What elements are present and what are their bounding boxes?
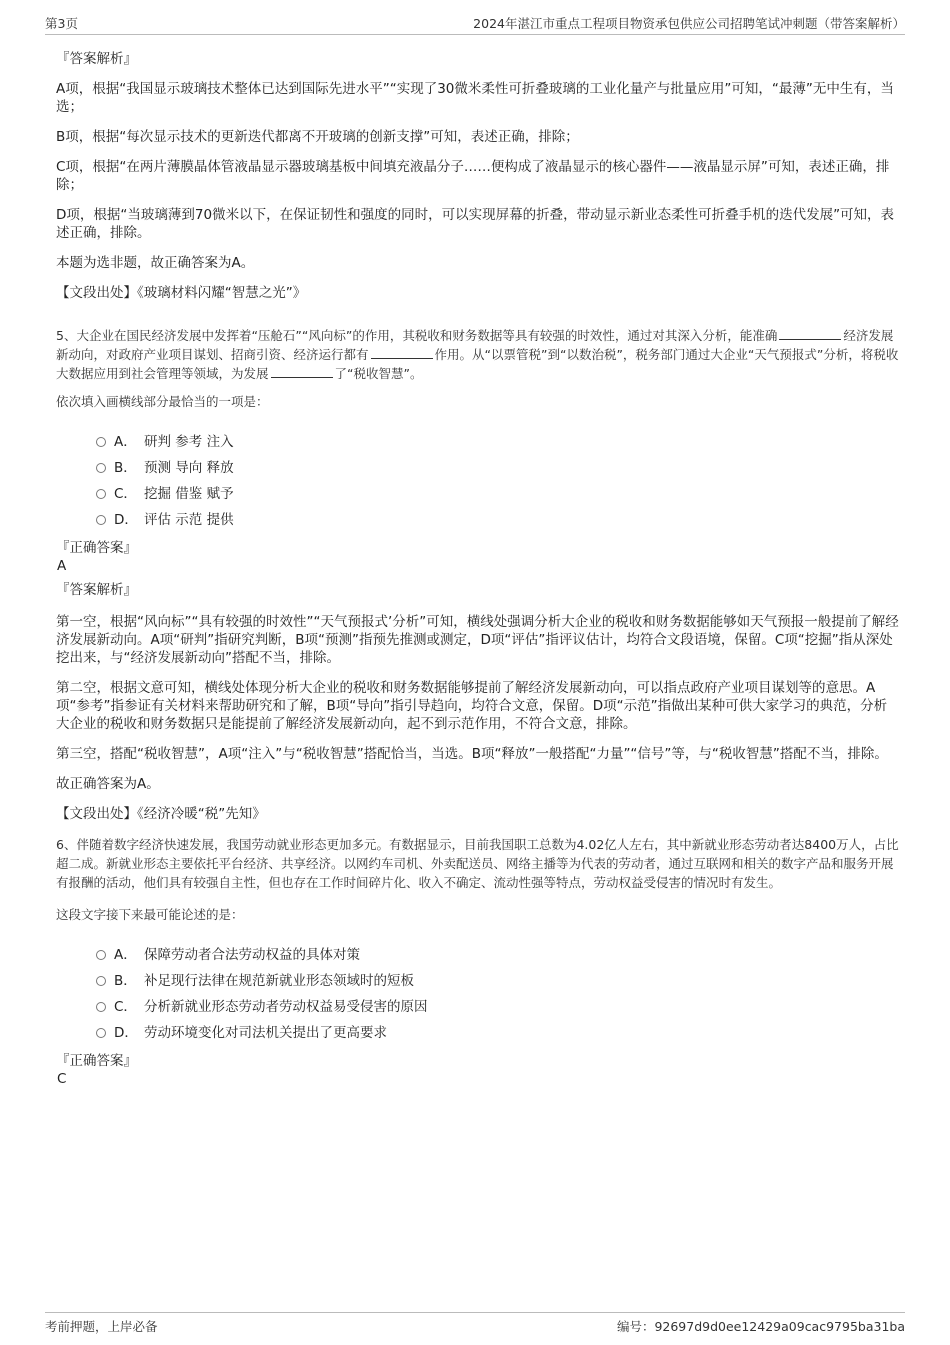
page-number: 第3页 [45, 16, 78, 31]
option-text: 评估 示范 提供 [144, 512, 234, 528]
q6-options [96, 940, 900, 1044]
q5-correct-value: A [57, 558, 67, 574]
q5-option-b[interactable] [96, 453, 900, 479]
q4-conclusion: 本题为选非题，故正确答案为A。 [56, 255, 255, 271]
q6-question: 6、伴随着数字经济快速发展，我国劳动就业形态更加多元。有数据显示，目前我国职工总数为4.02亿人左右，其中新就业形态劳动者达8400万人，占比超二成。新就业形态主要依托平台经济、共享经济。以网约车司机、外卖配送员、网络主播等为代表的劳动者，通过互联网和相关的数字产品和服务开展有报酬的活动，他们具有较强自主性，但也存在工作时间碎片化、收入不确定、流动性强等特点，劳动权益受侵害的情况时有发生。 [56, 837, 899, 890]
q5-analysis-label: 『答案解析』 [56, 582, 137, 598]
document-title: 2024年湛江市重点工程项目物资承包供应公司招聘笔试冲刺题（带答案解析） [473, 16, 905, 31]
q5-analysis-1: 第一空，根据“风向标”“具有较强的时效性”“天气预报式’分析”可知，横线处强调分析大企业的税收和财务数据能够如天气预报一般提前了解经济发展新动向。A项“研判”指研究判断，B项“预测”指预先推测或测定，D项“评估”指评议估计，均符合文段语境，保留。C项“挖掘”指从深处挖出来，与“经济发展新动向”搭配不当，排除。 [56, 614, 899, 666]
q5-question [56, 326, 900, 383]
option-letter: B． [114, 460, 137, 476]
q5-blank-2 [371, 346, 433, 359]
option-text: 保障劳动者合法劳动权益的具体对策 [144, 947, 360, 963]
q4-analysis-d: D项，根据“当玻璃薄到70微米以下，在保证韧性和强度的同时，可以实现屏幕的折叠，带动显示新业态柔性可折叠手机的迭代发展”可知，表述正确，排除。 [56, 207, 895, 241]
q5-analysis-2: 第二空，根据文意可知，横线处体现分析大企业的税收和财务数据能够提前了解经济发展新动向，可以指点政府产业项目谋划等的意思。A项“参考”指参证有关材料来帮助研究和了解，B项“导向”指引导趋向，均符合文意，保留。D项“示范”指做出某种可供大家学习的典范，分析大企业的税收和财务数据只是能提前了解经济发展新动向，起不到示范作用，不符合文意，排除。 [56, 680, 888, 732]
q6-option-c[interactable] [96, 992, 900, 1018]
radio-icon[interactable] [96, 463, 106, 473]
q5-blank-3 [271, 365, 333, 378]
q5-option-a[interactable] [96, 427, 900, 453]
radio-icon[interactable] [96, 976, 106, 986]
page-footer [45, 1312, 905, 1335]
q5-option-c[interactable] [96, 479, 900, 505]
option-text: 预测 导向 释放 [144, 460, 234, 476]
option-text: 补足现行法律在规范新就业形态领域时的短板 [144, 973, 414, 989]
q4-analysis-a: A项，根据“我国显示玻璃技术整体已达到国际先进水平”“实现了30微米柔性可折叠玻璃的工业化量产与批量应用”可知，“最薄”无中生有，当选； [56, 81, 894, 115]
q5-correct-label: 『正确答案』 [56, 540, 137, 556]
q6-option-d[interactable] [96, 1018, 900, 1044]
option-letter: A． [114, 947, 137, 963]
q5-text-1: 5、大企业在国民经济发展中发挥着“压舱石”“风向标”的作用，其税收和财务数据等具有较强的时效性，通过对其深入分析，能准确 [56, 328, 778, 343]
page-content [56, 50, 900, 1094]
q4-source: 【文段出处】《玻璃材料闪耀“智慧之光”》 [56, 285, 307, 301]
q5-prompt: 依次填入画横线部分最恰当的一项是： [56, 394, 269, 409]
radio-icon[interactable] [96, 1028, 106, 1038]
q6-correct-label: 『正确答案』 [56, 1053, 137, 1069]
q4-analysis-b: B项，根据“每次显示技术的更新迭代都离不开玻璃的创新支撑”可知，表述正确，排除； [56, 129, 579, 145]
option-text: 分析新就业形态劳动者劳动权益易受侵害的原因 [144, 999, 428, 1015]
option-text: 劳动环境变化对司法机关提出了更高要求 [144, 1025, 387, 1041]
q5-options [96, 427, 900, 531]
radio-icon[interactable] [96, 489, 106, 499]
document-id: 编号：92697d9d0ee12429a09cac9795ba31ba [616, 1319, 905, 1334]
q5-source: 【文段出处】《经济冷暖“税”先知》 [56, 806, 266, 822]
option-letter: D． [114, 1025, 138, 1041]
footer-slogan: 考前押题，上岸必备 [45, 1319, 158, 1334]
option-text: 研判 参考 注入 [144, 434, 234, 450]
q5-text-2: 经济发展新动向，对政府产业项目谋划、招商引资、经济运行都有 [56, 328, 894, 362]
radio-icon[interactable] [96, 1002, 106, 1012]
q4-analysis-c: C项，根据“在两片薄膜晶体管液晶显示器玻璃基板中间填充液晶分子……便构成了液晶显示的核心器件——液晶显示屏”可知，表述正确，排除； [56, 159, 890, 193]
option-letter: C． [114, 486, 137, 502]
radio-icon[interactable] [96, 437, 106, 447]
q6-correct-value: C [57, 1071, 67, 1087]
q6-prompt: 这段文字接下来最可能论述的是： [56, 907, 244, 922]
q5-conclusion: 故正确答案为A。 [56, 776, 160, 792]
page-header [45, 14, 905, 35]
q5-option-d[interactable] [96, 505, 900, 531]
q5-text-4: 了“税收智慧”。 [334, 366, 423, 381]
radio-icon[interactable] [96, 950, 106, 960]
radio-icon[interactable] [96, 515, 106, 525]
option-letter: A． [114, 434, 137, 450]
q6-option-b[interactable] [96, 966, 900, 992]
option-letter: D． [114, 512, 138, 528]
option-letter: C． [114, 999, 137, 1015]
q5-blank-1 [779, 327, 841, 340]
q5-text-3: 作用。从“以票管税”到“以数治税”，税务部门通过大企业“天气预报式”分析，将税收大数据应用到社会管理等领域，为发展 [56, 347, 899, 381]
q5-analysis-3: 第三空，搭配“税收智慧”，A项“注入”与“税收智慧”搭配恰当，当选。B项“释放”一般搭配“力量”“信号”等，与“税收智慧”搭配不当，排除。 [56, 746, 888, 762]
option-text: 挖掘 借鉴 赋予 [144, 486, 234, 502]
option-letter: B． [114, 973, 137, 989]
q4-analysis-label: 『答案解析』 [56, 51, 137, 67]
q6-option-a[interactable] [96, 940, 900, 966]
